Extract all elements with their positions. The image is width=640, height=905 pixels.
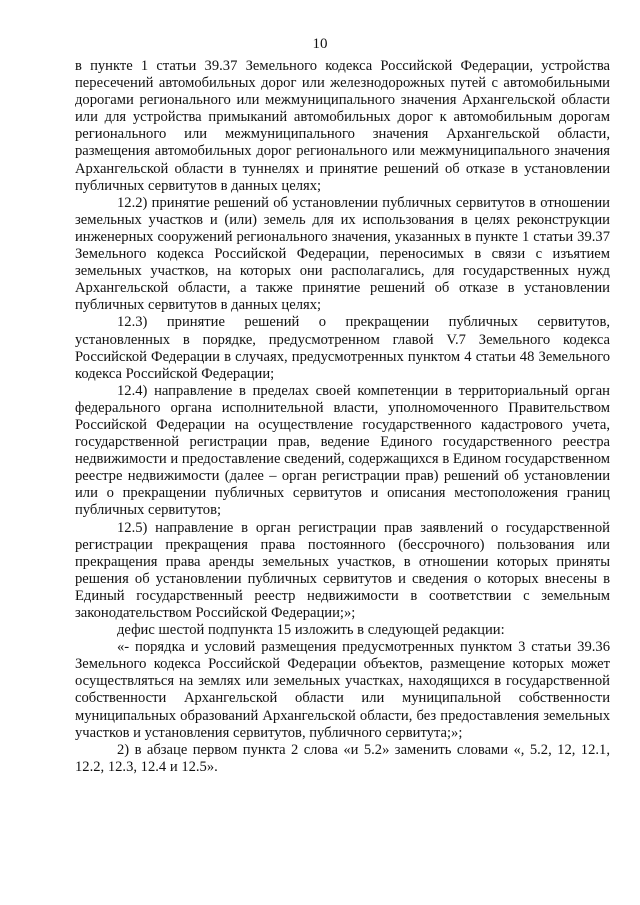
page-number: 10 (312, 36, 328, 52)
document-body (75, 58, 610, 776)
paragraph-item-12-4: 12.4) направление в пределах своей компетенции в территориальный орган федерального органа исполнительной власти, уполномоченного Правительством Российской Федерации на осуществление государственного кадастрового учета, государственной регистрации прав, ведение Единого государственного реестра недвижимости и предоставление сведений, содержащихся в Едином государственном реестре недвижимости (далее – орган регистрации прав) решений об установлении или о прекращении публичных сервитутов и описания местоположения границ публичных сервитутов; (75, 382, 610, 519)
paragraph-item-12-2: 12.2) принятие решений об установлении публичных сервитутов в отношении земельных участков и (или) земель для их использования в целях реконструкции инженерных сооружений регионального значения, указанных в пункте 1 статьи 39.37 Земельного кодекса Российской Федерации, переносимых в связи с изъятием земельных участков, на которых они располагались, для государственных нужд Архангельской области, а также принятие решений об отказе в установлении публичных сервитутов в данных целях; (75, 194, 610, 314)
paragraph-item-12-5: 12.5) направление в орган регистрации прав заявлений о государственной регистрации прекращения права постоянного (бессрочного) пользования или прекращения права аренды земельных участков, в отношении которых приняты решения об установлении публичных сервитутов и сведения о которых внесены в Единый государственный реестр недвижимости в соответствии с земельным законодательством Российской Федерации;»; (75, 519, 610, 621)
paragraph-dash-six-text: «- порядка и условий размещения предусмотренных пунктом 3 статьи 39.36 Земельного кодекса Российской Федерации объектов, размещение которых может осуществляться на землях или земельных участках, находящихся в государственной собственности Архангельской области или муниципальной собственности муниципальных образований Архангельской области, без предоставления земельных участков и установления сервитутов, публичного сервитута;»; (75, 639, 610, 741)
paragraph-item-12-3: 12.3) принятие решений о прекращении публичных сервитутов, установленных в порядке, предусмотренном главой V.7 Земельного кодекса Российской Федерации в случаях, предусмотренных пунктом 4 статьи 48 Земельного кодекса Российской Федерации; (75, 314, 610, 382)
paragraph-continuation: в пункте 1 статьи 39.37 Земельного кодекса Российской Федерации, устройства пересечений автомобильных дорог или железнодорожных путей с автомобильными дорогами регионального или межмуниципального значения Архангельской области или для устройства примыканий автомобильных дорог к автомобильным дорогам регионального или межмуниципального значения Архангельской области, размещения автомобильных дорог регионального или межмуниципального значения Архангельской области в туннелях и принятие решений об отказе в установлении публичных сервитутов в данных целях; (75, 58, 610, 194)
paragraph-point-2: 2) в абзаце первом пункта 2 слова «и 5.2» заменить словами «, 5.2, 12, 12.1, 12.2, 12.3, 12.4 и 12.5». (75, 741, 610, 775)
paragraph-dash-six-intro: дефис шестой подпункта 15 изложить в следующей редакции: (117, 622, 505, 639)
